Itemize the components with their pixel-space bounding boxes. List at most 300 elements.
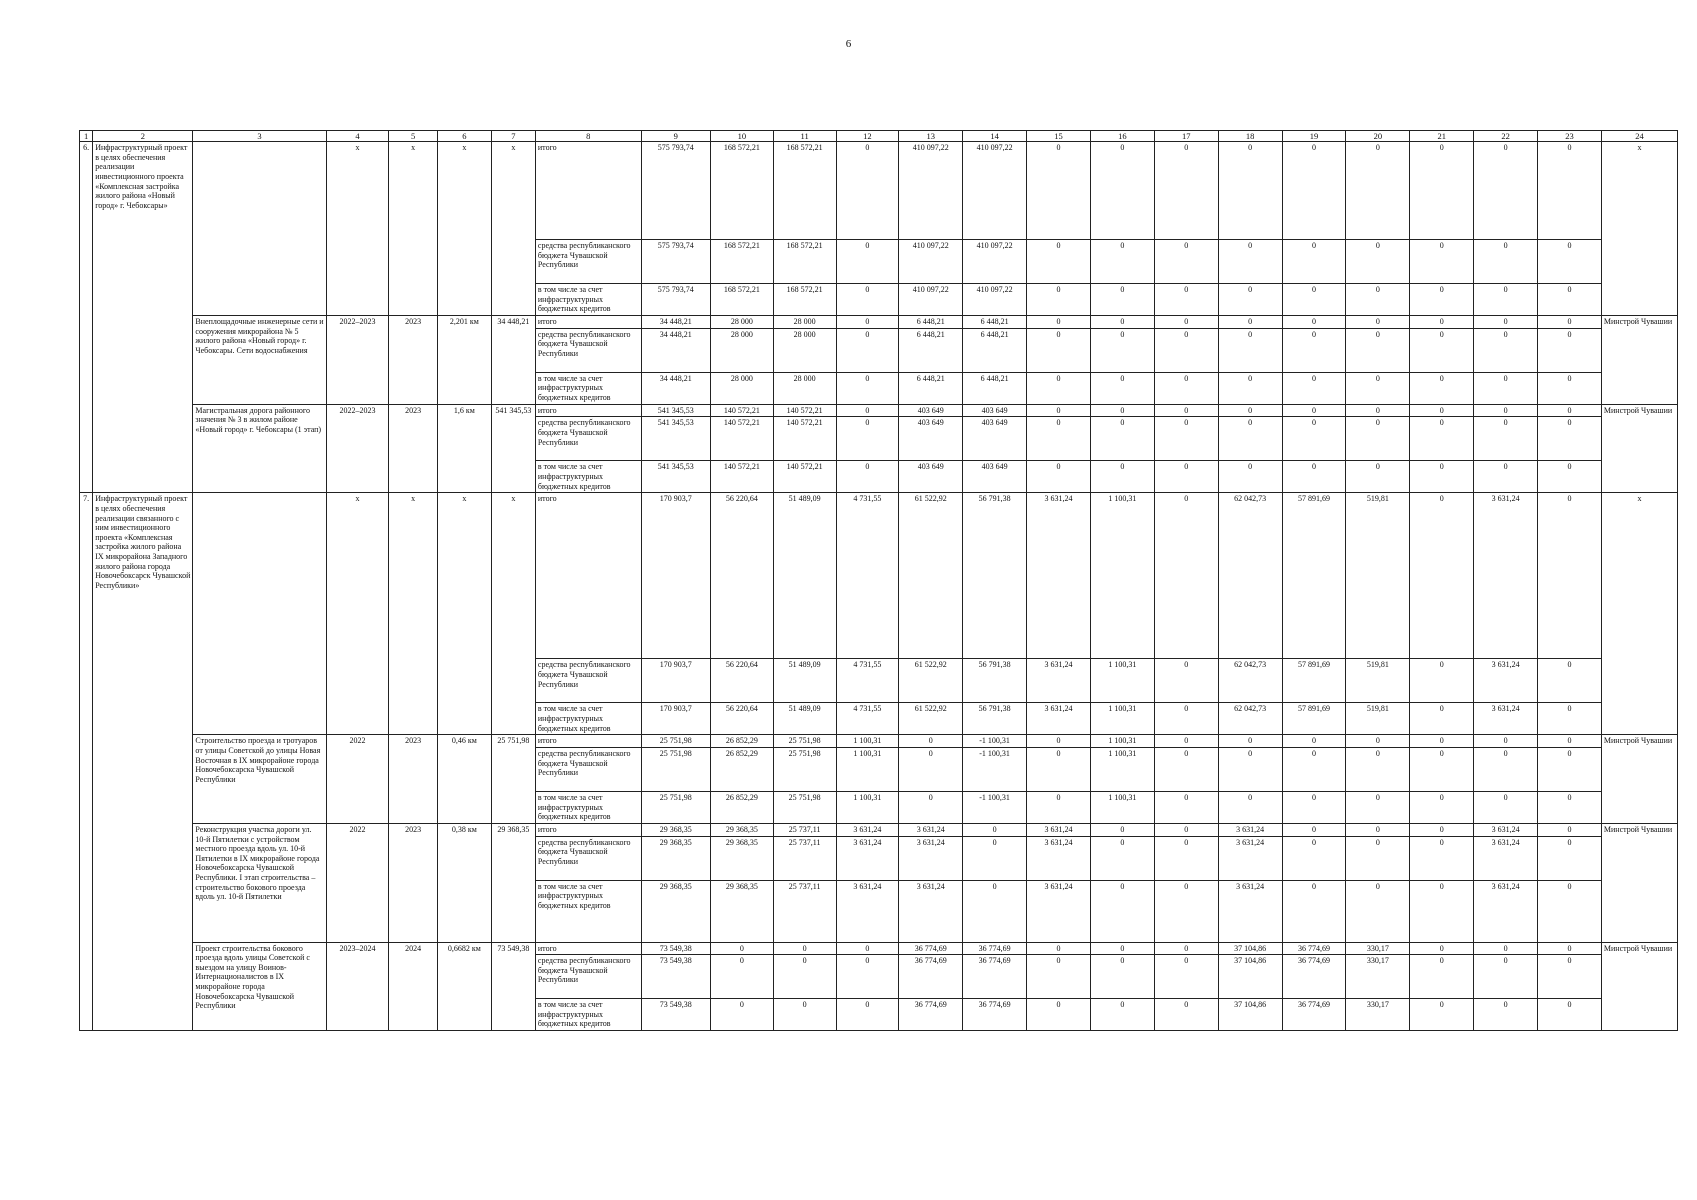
value-cell: 0 <box>1154 372 1218 404</box>
value-cell: 0 <box>1474 735 1538 748</box>
value-cell: 0 <box>1346 823 1410 836</box>
value-cell: 168 572,21 <box>710 142 773 240</box>
value-cell: 0 <box>1410 284 1474 316</box>
length-cell: 0,6682 км <box>437 942 491 1031</box>
value-cell: 0 <box>1538 942 1602 955</box>
value-cell: 0 <box>1154 493 1218 659</box>
x-cell: x <box>389 142 437 316</box>
value-cell: 403 649 <box>963 404 1027 417</box>
value-cell: 0 <box>1282 735 1346 748</box>
column-header: 4 <box>326 131 389 142</box>
column-header: 14 <box>963 131 1027 142</box>
source-label: итого <box>535 735 641 748</box>
column-header: 8 <box>535 131 641 142</box>
value-cell: 0 <box>1090 142 1154 240</box>
column-header: 19 <box>1282 131 1346 142</box>
value-cell: 0 <box>1410 880 1474 942</box>
value-cell: 541 345,53 <box>641 404 710 417</box>
value-cell: 28 000 <box>710 372 773 404</box>
value-cell: 0 <box>836 461 899 493</box>
value-cell: 57 891,69 <box>1282 703 1346 735</box>
value-cell: 51 489,09 <box>773 493 836 659</box>
year-cell: 2023 <box>389 823 437 942</box>
value-cell: 0 <box>1218 735 1282 748</box>
value-cell: 36 774,69 <box>1282 999 1346 1031</box>
value-cell: 0 <box>1538 823 1602 836</box>
value-cell: 0 <box>1154 240 1218 284</box>
value-cell: 0 <box>1474 372 1538 404</box>
value-cell: 0 <box>1346 328 1410 372</box>
value-cell: 0 <box>1410 240 1474 284</box>
sub-project-name: Реконструкция участка дороги ул. 10-й Пятилетки с устройством местного проезда вдоль ул. 10-й Пятилетки в IX микрорайоне города Новочебоксарска Чувашской Республики. I этап строительства – строительство бокового проезда вдоль ул. 10-й Пятилетки <box>193 823 326 942</box>
value-cell: 0 <box>1474 791 1538 823</box>
cost-cell: 73 549,38 <box>491 942 535 1031</box>
source-label: итого <box>535 493 641 659</box>
source-label: итого <box>535 142 641 240</box>
value-cell: 0 <box>1410 493 1474 659</box>
value-cell: 170 903,7 <box>641 703 710 735</box>
value-cell: 0 <box>1282 461 1346 493</box>
value-cell: 3 631,24 <box>1474 493 1538 659</box>
sub-project-name: Внеплощадочные инженерные сети и сооружения микрорайона № 5 жилого района «Новый город» г. Чебоксары. Сети водоснабжения <box>193 316 326 405</box>
value-cell: 0 <box>1027 372 1091 404</box>
value-cell: -1 100,31 <box>963 735 1027 748</box>
value-cell: 0 <box>1410 328 1474 372</box>
value-cell: 0 <box>1218 284 1282 316</box>
value-cell: 0 <box>1410 999 1474 1031</box>
value-cell: 0 <box>1218 142 1282 240</box>
column-header: 11 <box>773 131 836 142</box>
value-cell: 0 <box>1154 284 1218 316</box>
value-cell: 62 042,73 <box>1218 493 1282 659</box>
value-cell: 0 <box>1027 404 1091 417</box>
x-cell: x <box>491 493 535 735</box>
value-cell: 57 891,69 <box>1282 493 1346 659</box>
value-cell: 410 097,22 <box>899 240 963 284</box>
value-cell: 36 774,69 <box>1282 955 1346 999</box>
value-cell: 0 <box>1346 880 1410 942</box>
source-label: средства республиканского бюджета Чувашской Республики <box>535 240 641 284</box>
value-cell: 0 <box>1154 461 1218 493</box>
value-cell: 37 104,86 <box>1218 942 1282 955</box>
budget-table <box>79 130 1678 1031</box>
value-cell: 140 572,21 <box>773 417 836 461</box>
value-cell: 0 <box>1410 417 1474 461</box>
value-cell: 410 097,22 <box>963 284 1027 316</box>
value-cell: 0 <box>1282 823 1346 836</box>
period-cell: 2022–2023 <box>326 316 389 405</box>
value-cell: 0 <box>1346 735 1410 748</box>
value-cell: 0 <box>1282 747 1346 791</box>
column-header: 2 <box>93 131 193 142</box>
value-cell: 1 100,31 <box>1090 735 1154 748</box>
value-cell: 0 <box>1282 142 1346 240</box>
x-cell: x <box>437 493 491 735</box>
period-cell: 2022 <box>326 735 389 824</box>
value-cell: 0 <box>1410 461 1474 493</box>
value-cell: -1 100,31 <box>963 747 1027 791</box>
value-cell: 0 <box>1538 955 1602 999</box>
value-cell: 73 549,38 <box>641 955 710 999</box>
value-cell: 0 <box>1538 791 1602 823</box>
value-cell: 330,17 <box>1346 942 1410 955</box>
x-cell: x <box>1601 493 1677 735</box>
column-header: 22 <box>1474 131 1538 142</box>
value-cell: 4 731,55 <box>836 703 899 735</box>
value-cell: 25 737,11 <box>773 880 836 942</box>
value-cell: 37 104,86 <box>1218 955 1282 999</box>
value-cell: 51 489,09 <box>773 659 836 703</box>
value-cell: 0 <box>836 142 899 240</box>
value-cell: 0 <box>1410 703 1474 735</box>
table-row <box>80 942 1678 955</box>
source-label: средства республиканского бюджета Чувашской Республики <box>535 955 641 999</box>
value-cell: 0 <box>1027 955 1091 999</box>
value-cell: 0 <box>1218 747 1282 791</box>
value-cell: 0 <box>899 791 963 823</box>
value-cell: 0 <box>1090 284 1154 316</box>
value-cell: 168 572,21 <box>773 240 836 284</box>
table-row <box>80 493 1678 659</box>
project-name: Инфраструктурный проект в целях обеспечения реализации связанного с ним инвестиционного проекта «Комплексная застройка жилого района IX микрорайона Западного жилого района города Новочебоксарск Чувашской Республики» <box>93 493 193 1031</box>
value-cell: 26 852,29 <box>710 747 773 791</box>
value-cell: 0 <box>1346 461 1410 493</box>
value-cell: 0 <box>1346 417 1410 461</box>
value-cell: 0 <box>1027 284 1091 316</box>
value-cell: 0 <box>1282 240 1346 284</box>
value-cell: 0 <box>1090 240 1154 284</box>
value-cell: 25 751,98 <box>773 735 836 748</box>
sub-project-name: Магистральная дорога районного значения № 3 в жилом районе «Новый город» г. Чебоксары (1 этап) <box>193 404 326 493</box>
value-cell: 0 <box>1538 417 1602 461</box>
column-header: 3 <box>193 131 326 142</box>
page-number: 6 <box>845 38 852 50</box>
value-cell: 3 631,24 <box>1027 836 1091 880</box>
value-cell: 0 <box>1346 372 1410 404</box>
row-number: 6. <box>80 142 93 493</box>
source-label: в том числе за счет инфраструктурных бюджетных кредитов <box>535 791 641 823</box>
value-cell: 29 368,35 <box>710 823 773 836</box>
value-cell: 0 <box>1538 316 1602 329</box>
value-cell: 0 <box>710 942 773 955</box>
value-cell: 0 <box>1027 417 1091 461</box>
value-cell: 0 <box>1538 328 1602 372</box>
value-cell: 0 <box>1474 955 1538 999</box>
source-label: в том числе за счет инфраструктурных бюджетных кредитов <box>535 880 641 942</box>
value-cell: 56 791,38 <box>963 659 1027 703</box>
value-cell: 0 <box>1282 836 1346 880</box>
length-cell: 0,46 км <box>437 735 491 824</box>
period-cell: 2022 <box>326 823 389 942</box>
empty-cell <box>193 493 326 735</box>
value-cell: 0 <box>1538 999 1602 1031</box>
value-cell: 0 <box>836 240 899 284</box>
value-cell: 6 448,21 <box>963 316 1027 329</box>
value-cell: 0 <box>1474 942 1538 955</box>
x-cell: x <box>491 142 535 316</box>
year-cell: 2023 <box>389 735 437 824</box>
value-cell: 410 097,22 <box>899 284 963 316</box>
column-header: 1 <box>80 131 93 142</box>
column-header: 10 <box>710 131 773 142</box>
value-cell: 1 100,31 <box>836 735 899 748</box>
value-cell: 0 <box>1027 316 1091 329</box>
value-cell: 0 <box>1027 999 1091 1031</box>
value-cell: 0 <box>1282 417 1346 461</box>
value-cell: 330,17 <box>1346 955 1410 999</box>
value-cell: 0 <box>1474 328 1538 372</box>
value-cell: 0 <box>1090 942 1154 955</box>
value-cell: 0 <box>1218 417 1282 461</box>
value-cell: 0 <box>1410 942 1474 955</box>
value-cell: 0 <box>1346 747 1410 791</box>
header-row <box>80 131 1678 142</box>
value-cell: 0 <box>1154 142 1218 240</box>
ministry-cell: Минстрой Чувашии <box>1601 735 1677 824</box>
value-cell: 0 <box>1218 791 1282 823</box>
value-cell: 29 368,35 <box>641 836 710 880</box>
length-cell: 0,38 км <box>437 823 491 942</box>
column-header: 13 <box>899 131 963 142</box>
value-cell: 37 104,86 <box>1218 999 1282 1031</box>
value-cell: 0 <box>836 316 899 329</box>
value-cell: 3 631,24 <box>1474 880 1538 942</box>
source-label: средства республиканского бюджета Чувашской Республики <box>535 328 641 372</box>
value-cell: 61 522,92 <box>899 703 963 735</box>
value-cell: 0 <box>963 880 1027 942</box>
value-cell: 3 631,24 <box>836 836 899 880</box>
period-cell: 2023–2024 <box>326 942 389 1031</box>
year-cell: 2023 <box>389 404 437 493</box>
value-cell: 0 <box>1538 142 1602 240</box>
value-cell: 3 631,24 <box>1027 823 1091 836</box>
table-row <box>80 316 1678 329</box>
value-cell: 575 793,74 <box>641 142 710 240</box>
source-label: средства республиканского бюджета Чувашской Республики <box>535 836 641 880</box>
value-cell: 0 <box>1410 836 1474 880</box>
value-cell: 330,17 <box>1346 999 1410 1031</box>
value-cell: 0 <box>1282 316 1346 329</box>
value-cell: 28 000 <box>773 316 836 329</box>
value-cell: 0 <box>1282 328 1346 372</box>
value-cell: 410 097,22 <box>963 142 1027 240</box>
value-cell: 0 <box>1218 404 1282 417</box>
source-label: итого <box>535 404 641 417</box>
value-cell: 0 <box>836 372 899 404</box>
value-cell: 519,81 <box>1346 703 1410 735</box>
column-header: 20 <box>1346 131 1410 142</box>
value-cell: 0 <box>1218 461 1282 493</box>
value-cell: 0 <box>1346 240 1410 284</box>
value-cell: 0 <box>1474 747 1538 791</box>
column-header: 7 <box>491 131 535 142</box>
value-cell: 541 345,53 <box>641 417 710 461</box>
value-cell: 0 <box>1027 142 1091 240</box>
value-cell: 170 903,7 <box>641 493 710 659</box>
cost-cell: 34 448,21 <box>491 316 535 405</box>
value-cell: 168 572,21 <box>710 284 773 316</box>
value-cell: 56 791,38 <box>963 703 1027 735</box>
value-cell: 3 631,24 <box>1474 703 1538 735</box>
table-row <box>80 142 1678 240</box>
cost-cell: 541 345,53 <box>491 404 535 493</box>
value-cell: 0 <box>1538 284 1602 316</box>
value-cell: 0 <box>1346 284 1410 316</box>
value-cell: 0 <box>1218 372 1282 404</box>
value-cell: 3 631,24 <box>1218 823 1282 836</box>
value-cell: 0 <box>773 999 836 1031</box>
value-cell: 0 <box>1027 747 1091 791</box>
ministry-cell: Минстрой Чувашии <box>1601 823 1677 942</box>
value-cell: 3 631,24 <box>899 823 963 836</box>
value-cell: 1 100,31 <box>1090 791 1154 823</box>
value-cell: 1 100,31 <box>836 791 899 823</box>
value-cell: 0 <box>836 404 899 417</box>
value-cell: 0 <box>1474 316 1538 329</box>
source-label: в том числе за счет инфраструктурных бюджетных кредитов <box>535 703 641 735</box>
value-cell: 0 <box>1474 417 1538 461</box>
value-cell: 36 774,69 <box>899 955 963 999</box>
value-cell: 25 737,11 <box>773 823 836 836</box>
source-label: в том числе за счет инфраструктурных бюджетных кредитов <box>535 284 641 316</box>
value-cell: 0 <box>1282 284 1346 316</box>
value-cell: 0 <box>1538 747 1602 791</box>
ministry-cell: Минстрой Чувашии <box>1601 404 1677 493</box>
value-cell: 62 042,73 <box>1218 703 1282 735</box>
value-cell: 3 631,24 <box>836 880 899 942</box>
value-cell: 0 <box>1538 240 1602 284</box>
value-cell: 0 <box>1090 328 1154 372</box>
column-header: 6 <box>437 131 491 142</box>
table-row <box>80 404 1678 417</box>
table-row <box>80 823 1678 836</box>
column-header: 17 <box>1154 131 1218 142</box>
value-cell: 0 <box>1410 955 1474 999</box>
value-cell: 140 572,21 <box>710 461 773 493</box>
value-cell: 0 <box>1538 836 1602 880</box>
source-label: итого <box>535 316 641 329</box>
value-cell: 73 549,38 <box>641 942 710 955</box>
ministry-cell: Минстрой Чувашии <box>1601 942 1677 1031</box>
value-cell: 519,81 <box>1346 659 1410 703</box>
value-cell: 0 <box>1282 880 1346 942</box>
table-row <box>80 735 1678 748</box>
value-cell: 0 <box>1538 880 1602 942</box>
value-cell: 0 <box>1154 955 1218 999</box>
value-cell: 0 <box>1154 404 1218 417</box>
value-cell: 0 <box>1090 999 1154 1031</box>
value-cell: 0 <box>1410 659 1474 703</box>
value-cell: 0 <box>1154 316 1218 329</box>
value-cell: 0 <box>1538 493 1602 659</box>
value-cell: 0 <box>1090 836 1154 880</box>
value-cell: 170 903,7 <box>641 659 710 703</box>
value-cell: 6 448,21 <box>899 372 963 404</box>
value-cell: 168 572,21 <box>773 142 836 240</box>
source-label: средства республиканского бюджета Чувашской Республики <box>535 747 641 791</box>
value-cell: 28 000 <box>773 372 836 404</box>
value-cell: 61 522,92 <box>899 493 963 659</box>
cost-cell: 25 751,98 <box>491 735 535 824</box>
value-cell: 0 <box>1538 461 1602 493</box>
value-cell: 410 097,22 <box>963 240 1027 284</box>
value-cell: 0 <box>1282 791 1346 823</box>
value-cell: 0 <box>1154 747 1218 791</box>
value-cell: 28 000 <box>773 328 836 372</box>
value-cell: 36 774,69 <box>963 999 1027 1031</box>
source-label: в том числе за счет инфраструктурных бюджетных кредитов <box>535 372 641 404</box>
value-cell: 57 891,69 <box>1282 659 1346 703</box>
value-cell: 25 751,98 <box>641 747 710 791</box>
value-cell: 34 448,21 <box>641 372 710 404</box>
column-header: 5 <box>389 131 437 142</box>
value-cell: 0 <box>1154 328 1218 372</box>
value-cell: 0 <box>1346 142 1410 240</box>
value-cell: 0 <box>1090 461 1154 493</box>
value-cell: 56 791,38 <box>963 493 1027 659</box>
value-cell: 0 <box>1154 735 1218 748</box>
source-label: итого <box>535 823 641 836</box>
value-cell: 36 774,69 <box>899 942 963 955</box>
value-cell: 0 <box>1282 372 1346 404</box>
column-header: 15 <box>1027 131 1091 142</box>
value-cell: 34 448,21 <box>641 316 710 329</box>
value-cell: 56 220,64 <box>710 493 773 659</box>
value-cell: 0 <box>1218 316 1282 329</box>
value-cell: 0 <box>1154 417 1218 461</box>
value-cell: 62 042,73 <box>1218 659 1282 703</box>
source-label: в том числе за счет инфраструктурных бюджетных кредитов <box>535 999 641 1031</box>
value-cell: 0 <box>899 735 963 748</box>
value-cell: 403 649 <box>899 461 963 493</box>
ministry-cell: Минстрой Чувашии <box>1601 316 1677 405</box>
value-cell: 25 751,98 <box>773 747 836 791</box>
length-cell: 2,201 км <box>437 316 491 405</box>
value-cell: 29 368,35 <box>641 823 710 836</box>
value-cell: 0 <box>1410 372 1474 404</box>
column-header: 12 <box>836 131 899 142</box>
value-cell: 3 631,24 <box>1027 703 1091 735</box>
value-cell: 0 <box>773 955 836 999</box>
value-cell: 3 631,24 <box>899 836 963 880</box>
x-cell: x <box>326 493 389 735</box>
value-cell: 0 <box>1538 659 1602 703</box>
value-cell: 0 <box>836 284 899 316</box>
length-cell: 1,6 км <box>437 404 491 493</box>
sub-project-name: Строительство проезда и тротуаров от улицы Советской до улицы Новая Восточная в IX микрорайоне города Новочебоксарска Чувашской Республики <box>193 735 326 824</box>
row-number: 7. <box>80 493 93 1031</box>
value-cell: 3 631,24 <box>1027 659 1091 703</box>
value-cell: 0 <box>1410 404 1474 417</box>
value-cell: 29 368,35 <box>710 836 773 880</box>
value-cell: 0 <box>1154 703 1218 735</box>
value-cell: 25 751,98 <box>641 735 710 748</box>
column-header: 23 <box>1538 131 1602 142</box>
value-cell: 26 852,29 <box>710 735 773 748</box>
value-cell: 0 <box>1410 823 1474 836</box>
value-cell: 0 <box>1090 880 1154 942</box>
value-cell: 140 572,21 <box>710 417 773 461</box>
value-cell: 0 <box>1090 372 1154 404</box>
value-cell: 0 <box>836 942 899 955</box>
column-header: 16 <box>1090 131 1154 142</box>
x-cell: x <box>437 142 491 316</box>
value-cell: 0 <box>1346 836 1410 880</box>
value-cell: 0 <box>1410 316 1474 329</box>
value-cell: 0 <box>1027 791 1091 823</box>
value-cell: 0 <box>1282 404 1346 417</box>
value-cell: 403 649 <box>899 404 963 417</box>
